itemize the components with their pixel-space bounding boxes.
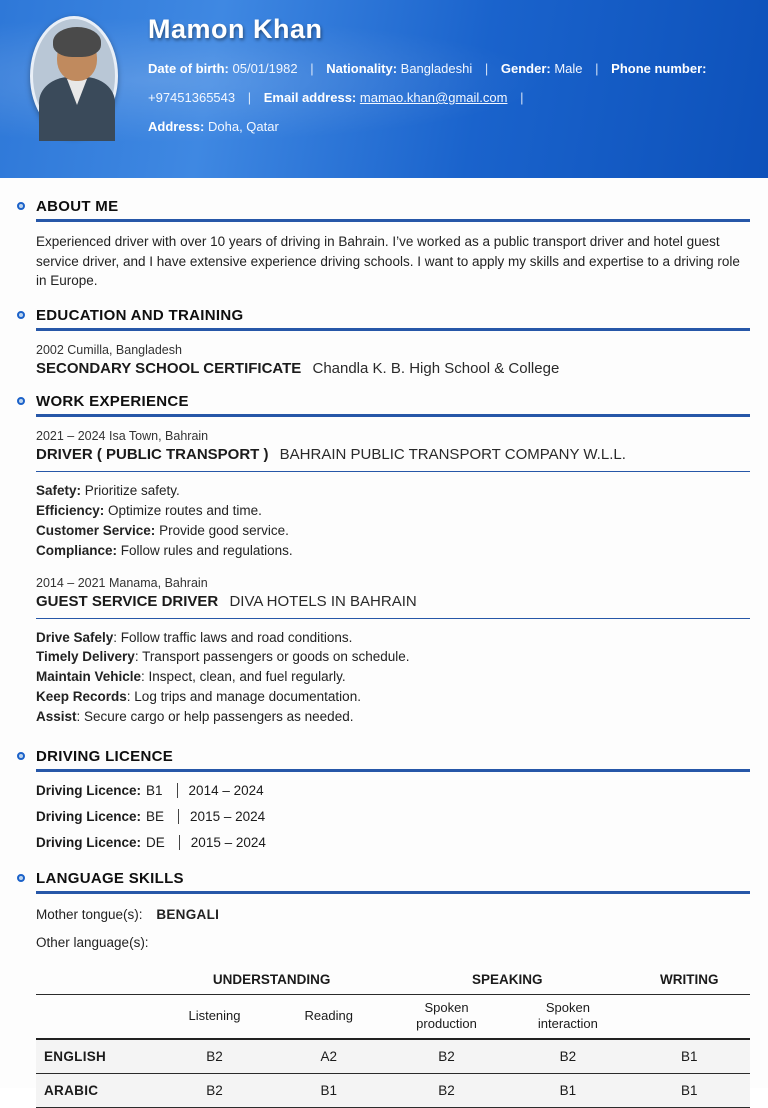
email-label: Email address: — [263, 90, 357, 105]
mother-tongue-line — [36, 907, 750, 922]
degree-title: SECONDARY SCHOOL CERTIFICATE — [36, 359, 302, 377]
job-role: GUEST SERVICE DRIVER — [36, 592, 219, 610]
education-entry — [36, 360, 750, 377]
language-skills-table — [36, 966, 750, 1108]
education-date-location: 2002 Cumilla, Bangladesh — [36, 342, 182, 357]
school-name: Chandla K. B. High School & College — [312, 359, 560, 377]
vertical-divider — [178, 809, 179, 824]
licence-label: Driving Licence: — [36, 835, 142, 851]
licence-category: DE — [146, 835, 165, 851]
point-label: Customer Service: — [36, 522, 156, 538]
point-label: Timely Delivery — [36, 649, 135, 665]
licence-category: BE — [146, 809, 165, 825]
level-cell: B1 — [629, 1039, 750, 1074]
section-title: LANGUAGE SKILLS — [36, 870, 184, 888]
profile-photo — [30, 16, 118, 136]
point-text: Provide good service. — [155, 522, 289, 538]
job-point — [36, 482, 750, 500]
section-divider — [36, 219, 750, 222]
section-divider — [36, 769, 750, 772]
dob-label: Date of birth: — [148, 61, 229, 76]
licence-years: 2014 – 2024 — [188, 783, 264, 799]
licence-category: B1 — [146, 783, 163, 799]
section-driving-licence — [36, 748, 750, 850]
job-company: DIVA HOTELS IN BAHRAIN — [229, 592, 417, 610]
licence-row — [36, 809, 750, 824]
level-cell: B2 — [507, 1039, 628, 1074]
header-content — [148, 14, 752, 148]
point-text: : Follow traffic laws and road conditions. — [113, 629, 353, 645]
licence-row — [36, 835, 750, 850]
job-point — [36, 688, 750, 706]
separator: | — [310, 61, 314, 76]
point-text: Prioritize safety. — [81, 482, 180, 498]
licence-label: Driving Licence: — [36, 783, 142, 799]
job-point — [36, 648, 750, 666]
vertical-divider — [177, 783, 178, 798]
header-detail-line-2 — [148, 90, 752, 105]
address-label: Address: — [148, 119, 205, 134]
section-education — [36, 307, 750, 377]
level-cell: B2 — [157, 1039, 271, 1074]
table-row — [36, 1039, 750, 1074]
point-label: Drive Safely — [36, 629, 114, 645]
table-group-header-row — [36, 966, 750, 995]
section-title: EDUCATION AND TRAINING — [36, 306, 244, 324]
empty-cell — [36, 966, 157, 995]
licence-row — [36, 783, 750, 798]
writing-header: WRITING — [629, 966, 750, 995]
job-point — [36, 522, 750, 540]
point-text: Follow rules and regulations. — [117, 542, 293, 558]
job-point — [36, 542, 750, 560]
job-date-location: 2014 – 2021 Manama, Bahrain — [36, 575, 208, 590]
header-detail-line-3 — [148, 119, 752, 134]
licence-years: 2015 – 2024 — [190, 835, 266, 851]
section-bullet-icon — [17, 311, 25, 319]
spoken-production-header: Spoken production — [386, 995, 507, 1040]
mother-tongue-value: BENGALI — [156, 907, 220, 923]
reading-header: Reading — [272, 995, 386, 1040]
header — [0, 0, 768, 178]
point-label: Keep Records — [36, 689, 127, 705]
licence-years: 2015 – 2024 — [190, 809, 266, 825]
mother-tongue-label: Mother tongue(s): — [36, 907, 143, 923]
point-label: Compliance: — [36, 542, 118, 558]
table-sub-header-row — [36, 995, 750, 1040]
other-languages-label: Other language(s): — [36, 935, 149, 951]
person-name: Mamon Khan — [148, 14, 323, 44]
vertical-divider — [179, 835, 180, 850]
job-date-location: 2021 – 2024 Isa Town, Bahrain — [36, 428, 209, 443]
level-cell: A2 — [272, 1039, 386, 1074]
point-label: Assist — [36, 709, 77, 725]
section-bullet-icon — [17, 752, 25, 760]
separator: | — [595, 61, 599, 76]
point-label: Safety: — [36, 482, 82, 498]
address-value: Doha, Qatar — [207, 119, 279, 134]
section-divider — [36, 414, 750, 417]
section-title: WORK EXPERIENCE — [36, 392, 189, 410]
level-cell: B1 — [507, 1074, 628, 1108]
point-text: : Inspect, clean, and fuel regularly. — [141, 669, 346, 685]
job-entry — [36, 429, 750, 560]
separator: | — [484, 61, 489, 76]
level-cell: B2 — [386, 1039, 507, 1074]
section-divider — [36, 891, 750, 894]
phone-label: Phone number: — [611, 61, 707, 76]
section-work-experience — [36, 393, 750, 727]
listening-header: Listening — [157, 995, 271, 1040]
section-language-skills — [36, 870, 750, 1108]
speaking-header: SPEAKING — [386, 966, 629, 995]
job-point — [36, 629, 750, 647]
dob-value: 05/01/1982 — [232, 61, 298, 76]
nationality-label: Nationality: — [326, 61, 398, 76]
section-title: ABOUT ME — [36, 198, 119, 215]
licence-label: Driving Licence: — [36, 809, 142, 825]
gender-label: Gender: — [500, 61, 551, 76]
point-text: : Secure cargo or help passengers as needed. — [76, 709, 354, 725]
job-divider — [36, 471, 750, 472]
level-cell: B2 — [386, 1074, 507, 1108]
language-name: ENGLISH — [36, 1039, 157, 1074]
about-text: Experienced driver with over 10 years of driving in Bahrain. I’ve worked as a public transport driver and hotel guest service driver, and I have extensive experience driving schools. I want to apply my skills and expertise to a driving role in Europe. — [36, 234, 740, 289]
level-cell: B1 — [272, 1074, 386, 1108]
understanding-header: UNDERSTANDING — [157, 966, 385, 995]
job-point — [36, 668, 750, 686]
gender-value: Male — [554, 61, 583, 76]
point-text: Optimize routes and time. — [104, 502, 262, 518]
level-cell: B1 — [629, 1074, 750, 1108]
section-bullet-icon — [17, 202, 25, 210]
job-heading — [36, 593, 750, 610]
header-detail-line-1 — [148, 61, 752, 76]
section-bullet-icon — [17, 874, 25, 882]
job-entry — [36, 576, 750, 727]
point-text: : Transport passengers or goods on schedule. — [134, 649, 410, 665]
phone-value: +97451365543 — [148, 90, 236, 105]
job-divider — [36, 618, 750, 619]
nationality-value: Bangladeshi — [400, 61, 473, 76]
point-label: Efficiency: — [36, 502, 105, 518]
spoken-interaction-header: Spoken interaction — [507, 995, 628, 1040]
separator: | — [520, 90, 524, 105]
language-name: ARABIC — [36, 1074, 157, 1108]
job-heading — [36, 446, 750, 463]
job-point — [36, 502, 750, 520]
photo-hair — [53, 27, 101, 57]
table-row — [36, 1074, 750, 1108]
separator: | — [247, 90, 252, 105]
empty-cell — [629, 995, 750, 1040]
section-bullet-icon — [17, 397, 25, 405]
section-about — [36, 198, 750, 291]
level-cell: B2 — [157, 1074, 271, 1108]
point-text: : Log trips and manage documentation. — [126, 689, 361, 705]
section-title: DRIVING LICENCE — [36, 748, 174, 766]
point-label: Maintain Vehicle — [36, 669, 142, 685]
cv-body — [0, 178, 768, 1108]
job-company: BAHRAIN PUBLIC TRANSPORT COMPANY W.L.L. — [279, 445, 626, 463]
section-divider — [36, 328, 750, 331]
job-point — [36, 708, 750, 726]
job-role: DRIVER ( PUBLIC TRANSPORT ) — [36, 445, 269, 463]
email-link[interactable]: mamao.khan@gmail.com — [359, 90, 508, 105]
empty-cell — [36, 995, 157, 1040]
